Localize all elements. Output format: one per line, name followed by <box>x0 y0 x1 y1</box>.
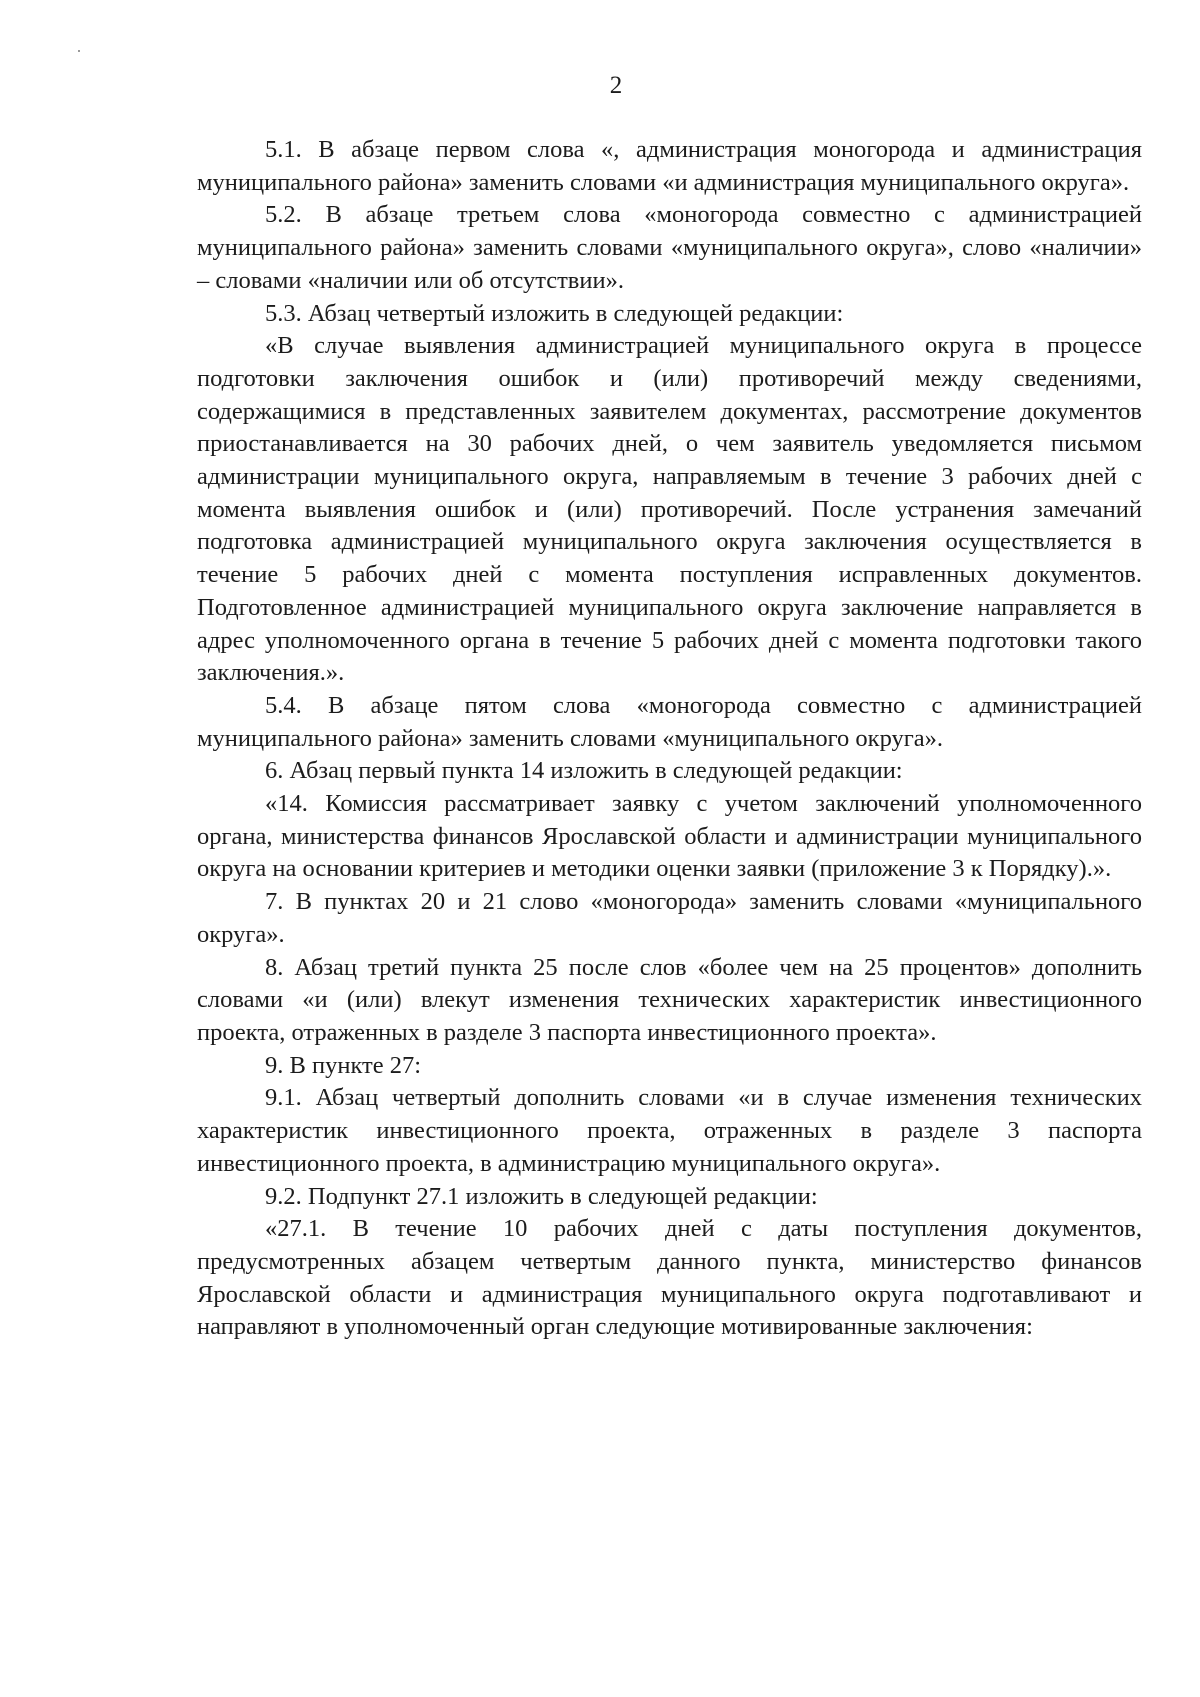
paragraph-6: 6. Абзац первый пункта 14 изложить в следующей редакции: <box>265 757 903 785</box>
paragraph-9-1: 9.1. Абзац четвертый дополнить словами «и в случае изменения технических характеристик инвестиционного проекта, отраженных в разделе 3 паспорта инвестиционного проекта, в администрацию муниципального округа». <box>197 1084 1142 1177</box>
paragraph-7: 7. В пунктах 20 и 21 слово «моногорода» заменить словами «муниципального округа». <box>197 888 1142 948</box>
paragraph-9: 9. В пункте 27: <box>265 1051 422 1079</box>
paragraph-27-1-quote: «27.1. В течение 10 рабочих дней с даты поступления документов, предусмотренных абзацем четвертым данного пункта, министерство финансов Ярославской области и администрация муниципального округа подготавливают и направляют в уполномоченный орган следующие мотивированные заключения: <box>197 1215 1142 1341</box>
paragraph-8: 8. Абзац третий пункта 25 после слов «более чем на 25 процентов» дополнить словами «и (или) влекут изменения технических характеристик инвестиционного проекта, отраженных в разделе 3 паспорта инвестиционного проекта». <box>197 953 1142 1046</box>
page-number: 2 <box>609 72 623 99</box>
paragraph-5-3-quote: «В случае выявления администрацией муниципального округа в процессе подготовки заключения ошибок и (или) противоречий между сведениями, содержащимися в представленных заявителем документах, рассмотрение документов приостанавливается на 30 рабочих дней, о чем заявитель уведомляется письмом администрации муниципального округа, направляемым в течение 3 рабочих дней с момента выявления ошибок и (или) противоречий. После устранения замечаний подготовка администрацией муниципального округа заключения осуществляется в течение 5 рабочих дней с момента поступления исправленных документов. Подготовленное администрацией муниципального округа заключение направляется в адрес уполномоченного органа в течение 5 рабочих дней с момента подготовки такого заключения.». <box>197 332 1142 687</box>
paragraph-5-4: 5.4. В абзаце пятом слова «моногорода совместно с администрацией муниципального района» заменить словами «муниципального округа». <box>197 691 1142 752</box>
paragraph-9-2: 9.2. Подпункт 27.1 изложить в следующей редакции: <box>265 1182 818 1210</box>
scan-speck <box>78 50 80 52</box>
paragraph-5-2: 5.2. В абзаце третьем слова «моногорода совместно с администрацией муниципального района» заменить словами «муниципального округа», слово «наличии» – словами «наличии или об отсутствии». <box>197 201 1142 294</box>
paragraph-5-3: 5.3. Абзац четвертый изложить в следующей редакции: <box>265 299 844 327</box>
paragraph-5-1: 5.1. В абзаце первом слова «, администрация моногорода и администрация муниципального района» заменить словами «и администрация муниципального округа». <box>197 136 1142 196</box>
document-body <box>197 134 1142 1344</box>
paragraph-6-quote: «14. Комиссия рассматривает заявку с учетом заключений уполномоченного органа, министерства финансов Ярославской области и администрации муниципального округа на основании критериев и методики оценки заявки (приложение 3 к Порядку).». <box>197 790 1142 883</box>
